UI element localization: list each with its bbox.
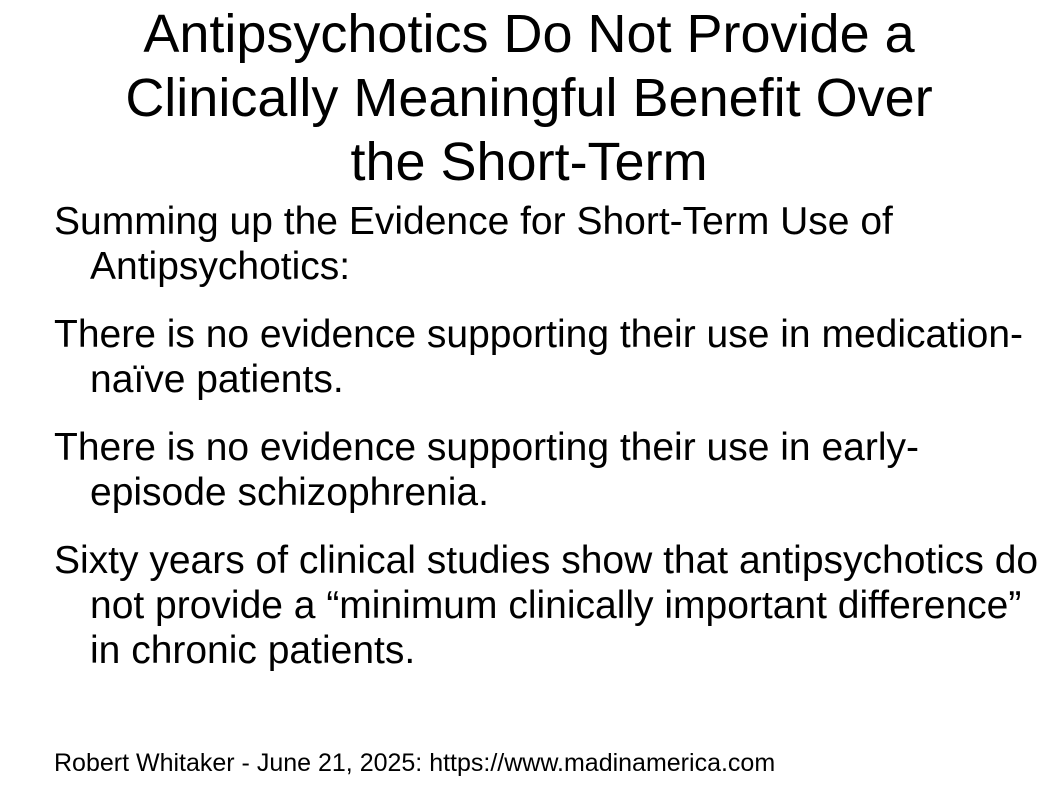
slide-title <box>20 2 1038 194</box>
summary-heading: Summing up the Evidence for Short-Term Use of Antipsychotics: <box>54 200 893 288</box>
point-chronic-patients: Sixty years of clinical studies show that antipsychotics do not provide a “minimum clinically important difference” in chronic patients. <box>54 539 1039 672</box>
title-line: Clinically Meaningful Benefit Over <box>125 68 933 128</box>
footer-attribution: Robert Whitaker - June 21, 2025: https://www.madinamerica.com <box>54 749 776 777</box>
point-medication-naive: There is no evidence supporting their use in medication-naïve patients. <box>54 313 1024 401</box>
title-line: the Short-Term <box>350 132 708 192</box>
slide-body <box>54 199 1044 696</box>
title-line: Antipsychotics Do Not Provide a <box>143 4 915 64</box>
point-early-episode: There is no evidence supporting their use in early-episode schizophrenia. <box>54 426 919 514</box>
